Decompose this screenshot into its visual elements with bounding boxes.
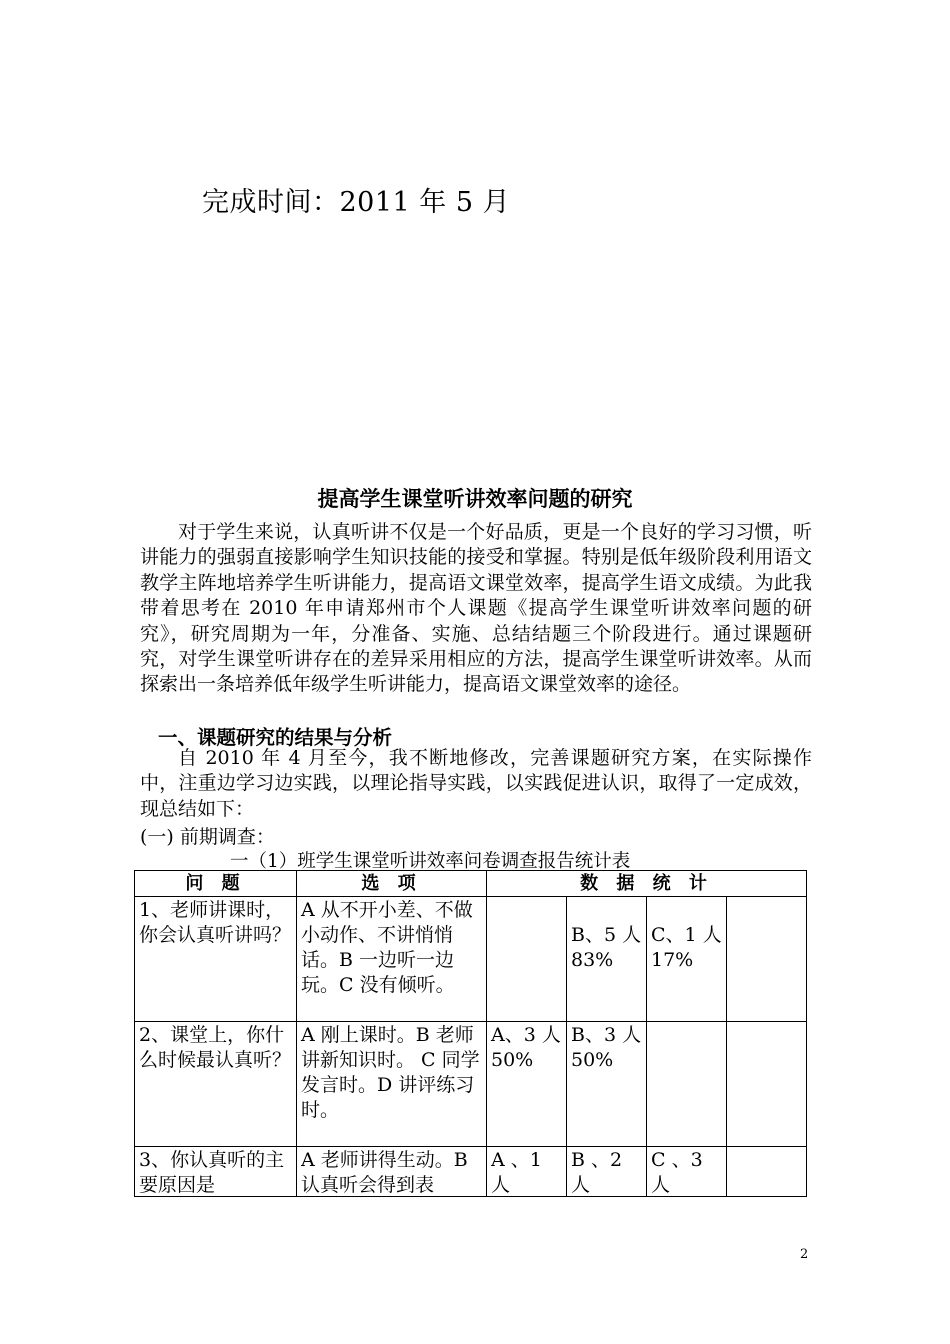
data-cell	[647, 1022, 727, 1147]
data-cell: B、3 人 50%	[567, 1022, 647, 1147]
data-cell-value: B、5 人 83%	[571, 924, 642, 971]
question-cell: 1、老师讲课时，你会认真听讲吗？	[135, 897, 297, 1022]
question-cell	[135, 1147, 297, 1197]
question-cell: 2、课堂上，你什么时候最认真听？	[135, 1022, 297, 1147]
section1-heading: 一、课题研究的结果与分析	[158, 726, 393, 749]
data-cell	[487, 897, 567, 1022]
table-header-row	[135, 871, 807, 897]
intro-paragraph: 对于学生来说，认真听讲不仅是一个好品质，更是一个良好的学习习惯，听讲能力的强弱直接影响学生知识技能的接受和掌握。特别是低年级阶段利用语文教学主阵地培养学生听讲能力，提高语文课堂效率，提高学生语文成绩。为此我带着思考在 2010 年申请郑州市个人课题《提高学生课堂听讲效率问题的研究》，研究周期为一年，分准备、实施、总结结题三个阶段进行。通过课题研究，对学生课堂听讲存在的差异采用相应的方法，提高学生课堂听讲效率。从而探索出一条培养低年级学生听讲能力，提高语文课堂效率的途径。	[140, 521, 812, 696]
table-row	[135, 1022, 807, 1147]
data-cell	[647, 897, 727, 1022]
data-cell: A、3 人 50%	[487, 1022, 567, 1147]
data-cell-value: C 、3 人	[651, 1149, 703, 1195]
header-options: 选 项	[297, 871, 487, 897]
data-cell	[727, 897, 807, 1022]
page-number: 2	[800, 1247, 809, 1262]
document-title: 提高学生课堂听讲效率问题的研究	[317, 487, 633, 511]
survey-stats-table	[134, 870, 807, 1197]
data-cell-value: C、1 人 17%	[651, 924, 722, 971]
table-row	[135, 897, 807, 1022]
section1-body	[140, 746, 812, 822]
data-cell	[567, 897, 647, 1022]
options-cell: A 刚上课时。B 老师讲新知识时。 C 同学发言时。D 讲评练习时。	[297, 1022, 487, 1147]
data-cell-value: B 、2 人	[571, 1149, 623, 1195]
header-question: 问 题	[135, 871, 297, 897]
subsection-heading: (一) 前期调查：	[140, 826, 275, 848]
data-cell	[487, 1147, 567, 1197]
table-row	[135, 1147, 807, 1197]
data-cell	[647, 1147, 727, 1197]
options-text: A 老师讲得生动。B 认真听会得到表	[301, 1149, 468, 1195]
question-text: 3、你认真听的主要原因是	[139, 1149, 285, 1195]
section1-paragraph: 自 2010 年 4 月至今，我不断地修改，完善课题研究方案，在实际操作中，注重边学习边实践，以理论指导实践，以实践促进认识，取得了一定成效，现总结如下：	[140, 747, 812, 820]
data-cell-value	[731, 1148, 802, 1195]
intro-section	[140, 520, 812, 698]
options-cell: A 从不开小差、不做小动作、不讲悄悄话。B 一边听一边玩。C 没有倾听。	[297, 897, 487, 1022]
data-cell	[727, 1147, 807, 1197]
header-data-stats: 数 据 统 计	[487, 871, 807, 897]
data-cell	[727, 1022, 807, 1147]
data-cell	[567, 1147, 647, 1197]
table-caption: 一（1）班学生课堂听讲效率问卷调查报告统计表	[230, 851, 631, 872]
completion-time: 完成时间：2011 年 5 月	[202, 187, 511, 218]
data-cell-value: A 、1 人	[491, 1149, 542, 1195]
options-cell	[297, 1147, 487, 1197]
